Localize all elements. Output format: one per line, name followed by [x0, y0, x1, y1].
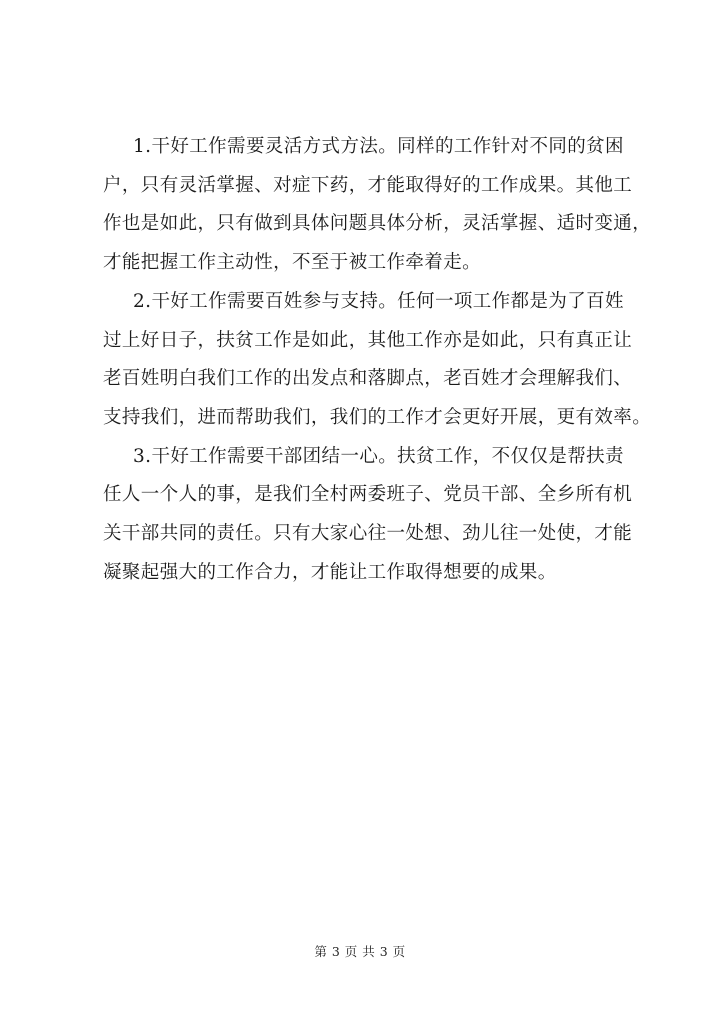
- paragraph-line: 凝聚起强大的工作合力，才能让工作取得想要的成果。: [103, 561, 557, 583]
- document-body: [103, 128, 652, 592]
- paragraph-line: 1.干好工作需要灵活方式方法。同样的工作针对不同的贫困: [133, 136, 624, 157]
- paragraph-line: 支持我们，进而帮助我们，我们的工作才会更好开展，更有效率。: [103, 406, 652, 428]
- paragraph-3: [103, 438, 643, 593]
- paragraph-2: [103, 283, 652, 438]
- paragraph-line: 过上好日子，扶贫工作是如此，其他工作亦是如此，只有真正让: [103, 329, 633, 351]
- paragraph-line: 户，只有灵活掌握、对症下药，才能取得好的工作成果。其他工: [103, 174, 633, 196]
- paragraph-line: 关干部共同的责任。只有大家心往一处想、劲儿往一处使，才能: [103, 523, 633, 545]
- paragraph-1: [103, 128, 652, 283]
- paragraph-line: 作也是如此，只有做到具体问题具体分析，灵活掌握、适时变通，: [103, 213, 652, 235]
- paragraph-line: 任人一个人的事，是我们全村两委班子、党员干部、全乡所有机: [103, 484, 633, 506]
- page-number-footer: 第 3 页 共 3 页: [314, 944, 406, 959]
- paragraph-line: 才能把握工作主动性，不至于被工作牵着走。: [103, 252, 482, 274]
- paragraph-line: 3.干好工作需要干部团结一心。扶贫工作，不仅仅是帮扶责: [133, 445, 624, 467]
- paragraph-line: 2.干好工作需要百姓参与支持。任何一项工作都是为了百姓: [133, 290, 624, 312]
- paragraph-line: 老百姓明白我们工作的出发点和落脚点，老百姓才会理解我们、: [103, 368, 633, 390]
